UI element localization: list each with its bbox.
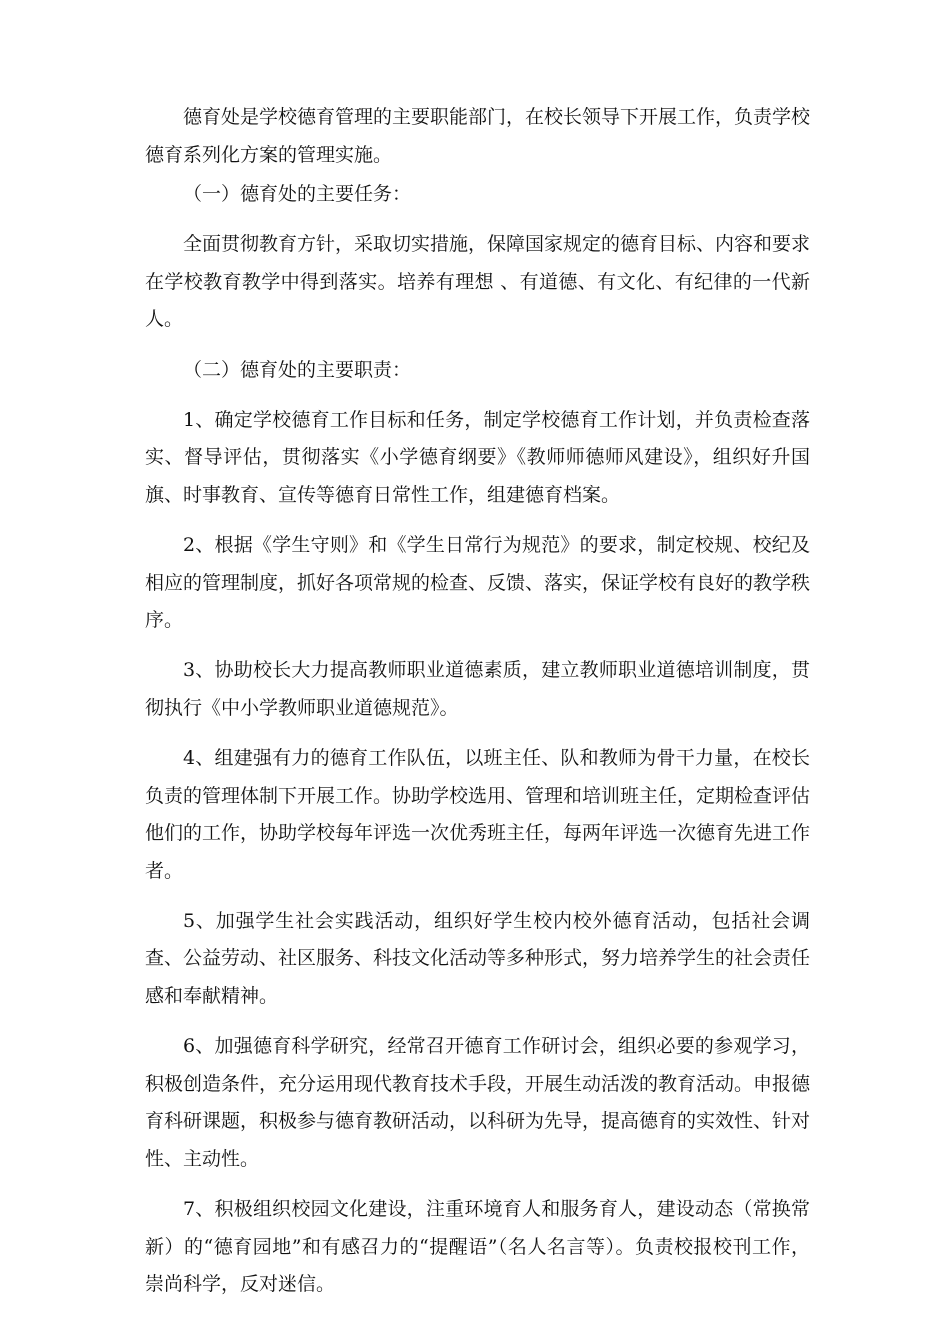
- duty-item-1: 1、确定学校德育工作目标和任务，制定学校德育工作计划，并负责检查落实、督导评估，贯彻落实《小学德育纲要》《教师师德师风建设》，组织好升国旗、时事教育、宣传等德育日常性工作，组建德育档案。: [145, 408, 810, 506]
- duty-item-7: 7、积极组织校园文化建设，注重环境育人和服务育人，建设动态（常换常新）的“德育园地”和有感召力的“提醒语”（名人名言等）。负责校报校刊工作，崇尚科学，反对迷信。: [145, 1197, 810, 1296]
- duty-item-5: 5、加强学生社会实践活动，组织好学生校内校外德育活动，包括社会调查、公益劳动、社区服务、科技文化活动等多种形式，努力培养学生的社会责任感和奉献精神。: [145, 909, 811, 1007]
- document-body: [145, 99, 810, 1316]
- duty-item-4: 4、组建强有力的德育工作队伍，以班主任、队和教师为骨干力量，在校长负责的管理体制下开展工作。协助学校选用、管理和培训班主任，定期检查评估他们的工作，协助学校每年评选一次优秀班主任，每两年评选一次德育先进工作者。: [145, 746, 811, 882]
- tasks-paragraph: 全面贯彻教育方针，采取切实措施，保障国家规定的德育目标、内容和要求在学校教育教学中得到落实。培养有理想 、有道德、有文化、有纪律的一代新人。: [145, 233, 811, 331]
- duty-item-6: 6、加强德育科学研究，经常召开德育工作研讨会，组织必要的参观学习，积极创造条件，充分运用现代教育技术手段，开展生动活泼的教育活动。申报德育科研课题，积极参与德育教研活动，以科研为先导，提高德育的实效性、针对性、主动性。: [145, 1035, 811, 1170]
- section-heading-duties: （二）德育处的主要职责：: [183, 358, 412, 381]
- duty-item-2: 2、根据《学生守则》和《学生日常行为规范》的要求，制定校规、校纪及相应的管理制度，抓好各项常规的检查、反馈、落实，保证学校有良好的教学秩序。: [145, 533, 811, 632]
- section-heading-tasks: （一）德育处的主要任务：: [183, 183, 412, 206]
- intro-paragraph: 德育处是学校德育管理的主要职能部门，在校长领导下开展工作，负责学校德育系列化方案的管理实施。: [145, 106, 811, 166]
- duty-item-3: 3、协助校长大力提高教师职业道德素质，建立教师职业道德培训制度，贯彻执行《中小学教师职业道德规范》。: [145, 659, 810, 719]
